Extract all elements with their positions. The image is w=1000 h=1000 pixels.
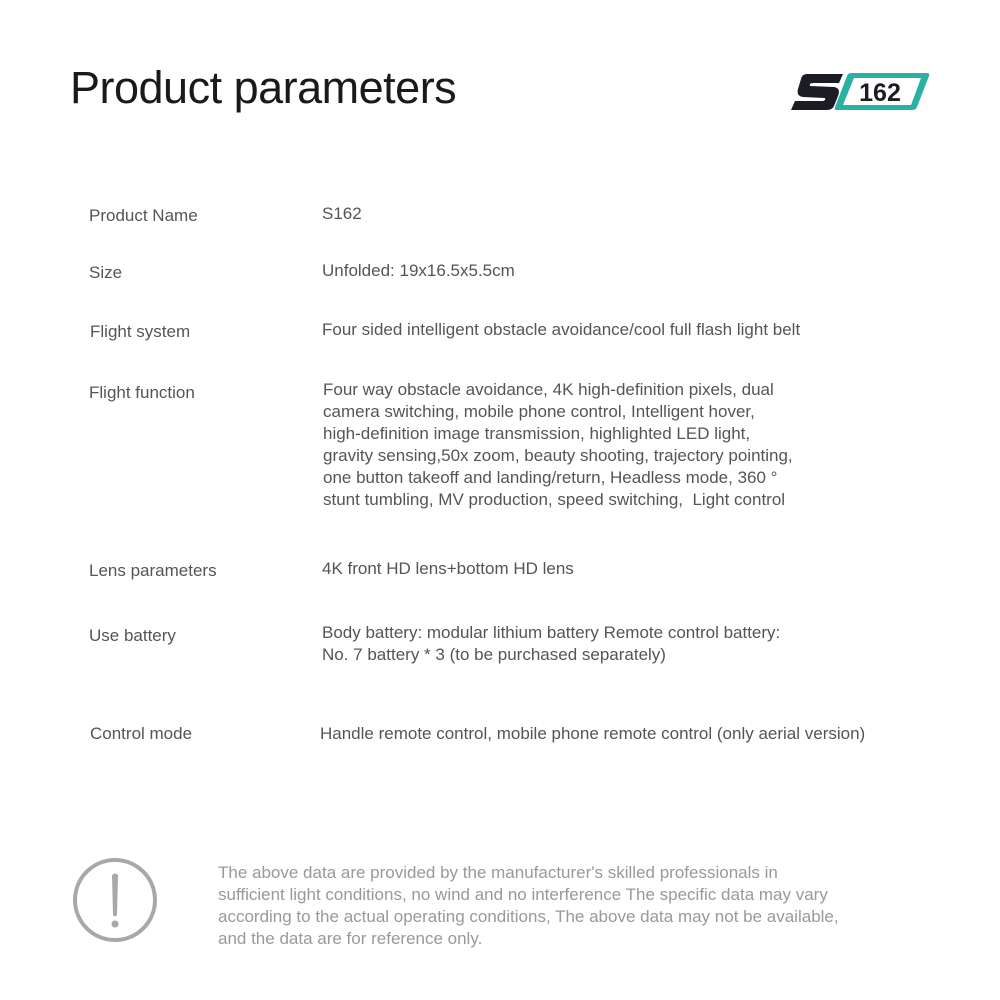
param-value-use-battery: Body battery: modular lithium battery Remote control battery: No. 7 battery * 3 (to be purchased separately)	[322, 623, 781, 664]
param-value-size: Unfolded: 19x16.5x5.5cm	[322, 261, 515, 280]
param-value-flight-function: Four way obstacle avoidance, 4K high-definition pixels, dual camera switching, mobile phone control, Intelligent hover, high-definition image transmission, highlighted LED light, gravity sensing,50x zoom, beauty shooting, trajectory pointing, one button takeoff and landing/return, Headless mode, 360 ° stunt tumbling, MV production, speed switching, Light control	[323, 380, 793, 509]
param-label-lens-parameters: Lens parameters	[89, 561, 217, 580]
param-label-flight-system: Flight system	[90, 322, 191, 341]
s162-logo-icon	[789, 70, 931, 112]
param-label-use-battery: Use battery	[89, 626, 176, 645]
param-label-control-mode: Control mode	[90, 724, 193, 743]
param-value-control-mode: Handle remote control, mobile phone remote control (only aerial version)	[320, 724, 866, 743]
param-label-size: Size	[89, 263, 123, 282]
param-label-product-name: Product Name	[89, 206, 198, 225]
page-title: Product parameters	[70, 62, 457, 113]
param-value-flight-system: Four sided intelligent obstacle avoidance/cool full flash light belt	[322, 320, 801, 339]
param-value-lens-parameters: 4K front HD lens+bottom HD lens	[322, 559, 574, 578]
param-value-product-name: S162	[322, 204, 362, 223]
svg-text:162: 162	[859, 79, 901, 107]
disclaimer-note: The above data are provided by the manufacturer's skilled professionals in sufficient light conditions, no wind and no interference The specific data may vary according to the actual operating conditions, The above data may not be available, and the data are for reference only.	[218, 863, 839, 948]
exclamation-circle-icon	[72, 857, 158, 943]
param-label-flight-function: Flight function	[89, 383, 195, 402]
